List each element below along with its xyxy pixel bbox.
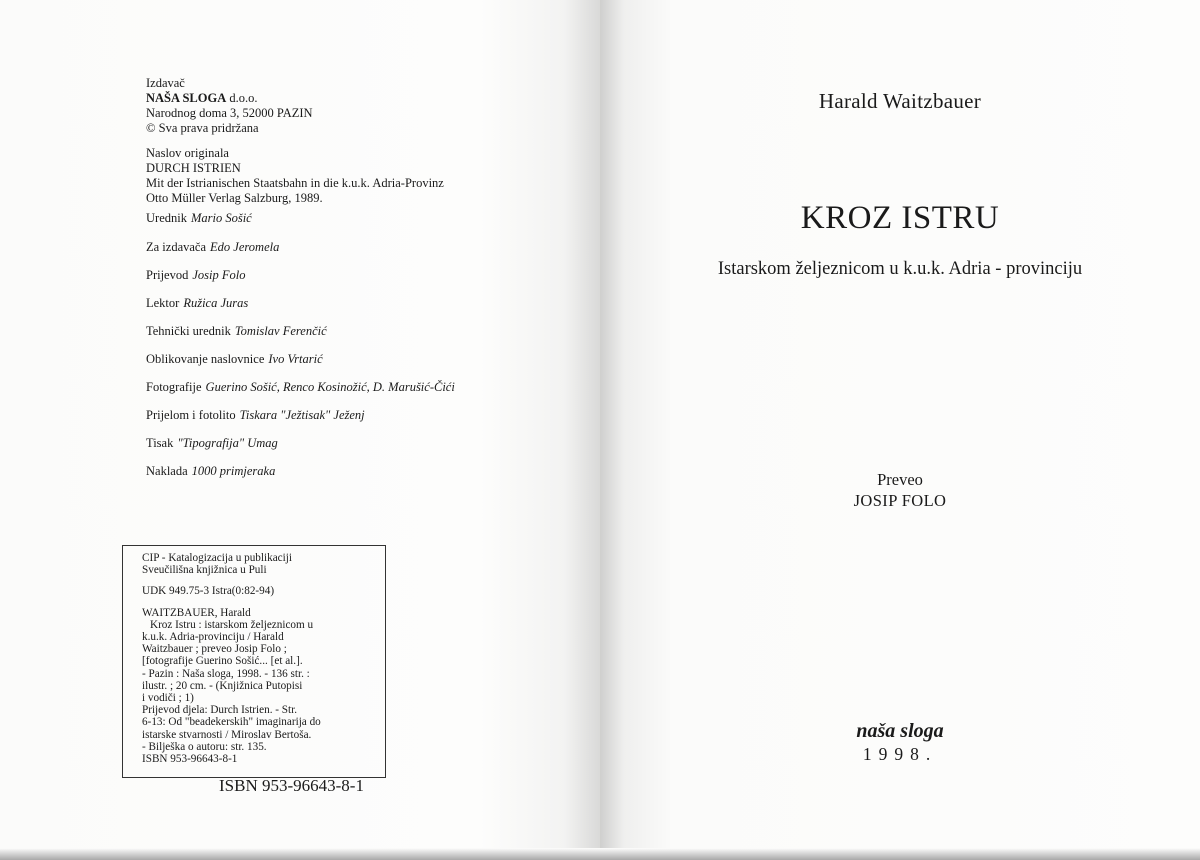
- page-bottom-edge: [0, 848, 1200, 860]
- credit-line: [146, 408, 365, 423]
- credit-name: "Tipografija" Umag: [177, 436, 278, 450]
- cip-record-line: Prijevod djela: Durch Istrien. - Str.: [142, 704, 298, 717]
- credit-name: Tomislav Ferenčić: [234, 324, 327, 338]
- credit-line: [146, 240, 279, 255]
- cip-record-line: ilustr. ; 20 cm. - (Knjižnica Putopisi: [142, 679, 303, 692]
- credit-line: [146, 436, 278, 451]
- credit-name: 1000 primjeraka: [191, 464, 276, 478]
- credit-role: Tehnički urednik: [146, 324, 231, 338]
- publisher-name-bold: NAŠA SLOGA: [146, 91, 227, 105]
- credit-line: [146, 464, 275, 479]
- cip-record-line: ISBN 953-96643-8-1: [142, 753, 238, 766]
- credit-line: [146, 268, 245, 283]
- credit-line: [146, 352, 323, 367]
- credit-role: Tisak: [146, 436, 174, 450]
- original-title-label: Naslov originala: [146, 146, 229, 160]
- credit-role: Naklada: [146, 464, 188, 478]
- isbn-number: ISBN 953-96643-8-1: [219, 776, 364, 795]
- original-title: DURCH ISTRIEN: [146, 161, 241, 175]
- cip-udk: UDK 949.75-3 Istra(0:82-94): [142, 585, 275, 598]
- book-subtitle: Istarskom željeznicom u k.u.k. Adria - provinciju: [717, 259, 1083, 279]
- credit-role: Lektor: [146, 296, 180, 310]
- cip-record-line: [fotografije Guerino Sošić... [et al.].: [142, 655, 303, 668]
- credit-name: Edo Jeromela: [210, 240, 280, 254]
- credit-role: Prijevod: [146, 268, 189, 282]
- credit-name: Guerino Sošić, Renco Kosinožić, D. Marušić-Čići: [205, 380, 455, 394]
- translated-by-label: Preveo: [877, 470, 923, 489]
- cip-record-line: k.u.k. Adria-provinciju / Harald: [142, 631, 284, 644]
- credit-name: Tiskara "Ježtisak" Ježenj: [239, 408, 365, 422]
- publisher-address: Narodnog doma 3, 52000 PAZIN: [146, 106, 313, 120]
- original-title-block: [146, 146, 566, 206]
- credit-name: Ivo Vrtarić: [268, 352, 323, 366]
- rights-notice: © Sva prava pridržana: [146, 121, 259, 135]
- publication-year: 1998.: [862, 744, 938, 764]
- credit-name: Josip Folo: [192, 268, 246, 282]
- publisher-label: Izdavač: [146, 76, 185, 90]
- publisher-block: [146, 76, 566, 136]
- credit-role: Oblikovanje naslovnice: [146, 352, 265, 366]
- author-name: Harald Waitzbauer: [818, 89, 982, 113]
- publisher-imprint: naša sloga: [856, 720, 944, 742]
- cip-record-line: istarske stvarnosti / Miroslav Bertoša.: [142, 728, 312, 741]
- cip-record-line: i vodiči ; 1): [142, 692, 194, 705]
- credit-line: [146, 211, 252, 226]
- credit-role: Prijelom i fotolito: [146, 408, 236, 422]
- book-title: KROZ ISTRU: [800, 200, 1000, 236]
- cip-record-line: 6-13: Od "beadekerskih" imaginarija do: [142, 716, 321, 729]
- cip-record-line: WAITZBAUER, Harald: [142, 606, 251, 619]
- cip-record-box: [122, 545, 386, 778]
- cip-record-line: Waitzbauer ; preveo Josip Folo ;: [142, 643, 287, 656]
- credit-name: Ružica Juras: [183, 296, 249, 310]
- original-publisher: Otto Müller Verlag Salzburg, 1989.: [146, 191, 323, 205]
- credit-role: Urednik: [146, 211, 187, 225]
- cip-record-line: - Bilješka o autoru: str. 135.: [142, 740, 267, 753]
- original-subtitle: Mit der Istrianischen Staatsbahn in die k.u.k. Adria-Provinz: [146, 176, 444, 190]
- cip-header-line: CIP - Katalogizacija u publikaciji: [142, 552, 292, 564]
- credit-name: Mario Sošić: [190, 211, 252, 225]
- credit-role: Za izdavača: [146, 240, 207, 254]
- imprint-block: [146, 76, 566, 216]
- cip-record-line: - Pazin : Naša sloga, 1998. - 136 str. :: [142, 667, 310, 680]
- cip-header-line: Sveučilišna knjižnica u Puli: [142, 564, 267, 577]
- publisher-name: [146, 91, 566, 106]
- publisher-name-suffix: d.o.o.: [226, 91, 258, 105]
- credit-line: [146, 380, 455, 395]
- credit-line: [146, 296, 248, 311]
- credit-role: Fotografije: [146, 380, 202, 394]
- credit-line: [146, 324, 327, 339]
- cip-record-line: Kroz Istru : istarskom željeznicom u: [150, 618, 314, 631]
- translator-name: JOSIP FOLO: [853, 491, 947, 510]
